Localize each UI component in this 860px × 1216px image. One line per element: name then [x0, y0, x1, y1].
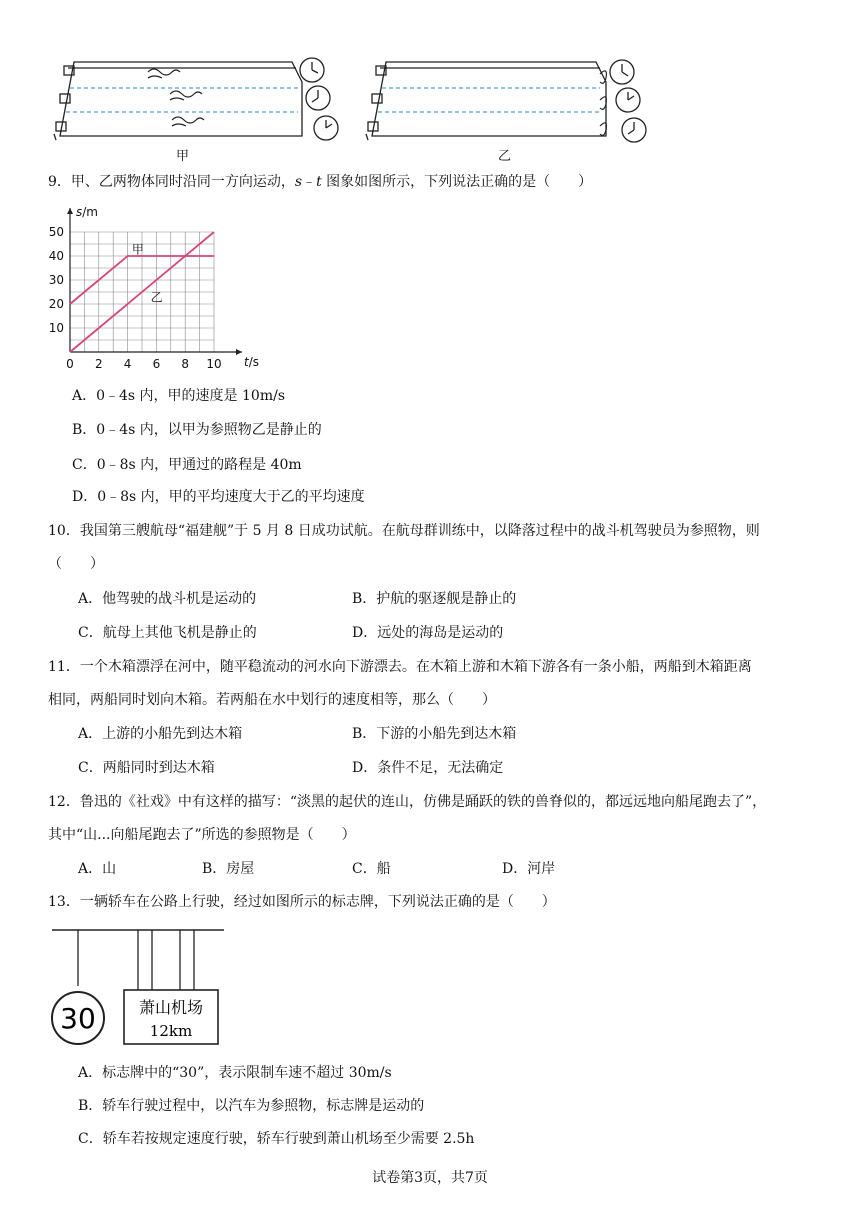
- page-footer: 试卷第3页，共7页: [372, 1170, 488, 1186]
- swimmer-icons: [148, 69, 204, 126]
- q11-option-a[interactable]: A．上游的小船先到达木箱: [78, 726, 243, 742]
- speed-limit-value: 30: [60, 1002, 96, 1035]
- y-tick-label: 40: [48, 249, 64, 263]
- x-axis-arrow: [236, 349, 242, 355]
- y-axis-label: s/m: [76, 205, 98, 219]
- q13-option-c[interactable]: C．轿车若按规定速度行驶，轿车行驶到萧山机场至少需要 2.5h: [78, 1131, 475, 1147]
- q13-stem: 13．一辆轿车在公路上行驶，经过如图所示的标志牌，下列说法正确的是（ ）: [48, 894, 556, 910]
- y-tick-label: 30: [48, 273, 64, 287]
- x-tick-label: 0: [66, 357, 74, 371]
- figure-label-left: 甲: [176, 149, 190, 164]
- q9-stem: 9．甲、乙两物体同时沿同一方向运动，s﹣t 图象如图所示，下列说法正确的是（ ）: [48, 174, 593, 190]
- q11-stem-line1: 11．一个木箱漂浮在河中，随平稳流动的河水向下游漂去。在木箱上游和木箱下游各有一条小船，两船到木箱距离: [48, 659, 752, 675]
- y-tick-label: 20: [48, 297, 64, 311]
- q13-option-b[interactable]: B．轿车行驶过程中，以汽车为参照物，标志牌是运动的: [78, 1098, 425, 1114]
- x-axis-label: t/s: [244, 355, 260, 369]
- q12-option-b[interactable]: B．房屋: [202, 861, 255, 877]
- y-tick-label: 50: [48, 225, 64, 239]
- x-tick-label: 4: [123, 357, 132, 371]
- q12-stem-line1: 12．鲁迅的《社戏》中有这样的描写：“淡黑的起伏的连山，仿佛是踊跃的铁的兽脊似的，都远远地向船尾跑去了”，: [48, 794, 767, 810]
- q10-option-c[interactable]: C．航母上其他飞机是静止的: [78, 625, 257, 641]
- q13-option-a[interactable]: A．标志牌中的“30”，表示限制车速不超过 30m/s: [78, 1065, 392, 1081]
- x-tick-label: 8: [181, 357, 190, 371]
- x-tick-label: 6: [152, 357, 161, 371]
- q12-option-d[interactable]: D．河岸: [502, 861, 556, 877]
- q9-option-b[interactable]: B．0﹣4s 内，以甲为参照物乙是静止的: [72, 422, 322, 438]
- q9-option-d[interactable]: D．0﹣8s 内，甲的平均速度大于乙的平均速度: [72, 489, 365, 505]
- clock-icons-left: [300, 58, 338, 140]
- q10-stem-line2: （ ）: [48, 556, 104, 572]
- q12-option-c[interactable]: C．船: [352, 861, 391, 877]
- series-label-jia: 甲: [131, 242, 144, 257]
- q10-stem-line1: 10．我国第三艘航母“福建舰”于 5 月 8 日成功试航。在航母群训练中，以降落过程中的战斗机驾驶员为参照物，则: [48, 523, 760, 539]
- pool-left: [54, 62, 302, 140]
- q10-option-b[interactable]: B．护航的驱逐舰是静止的: [352, 591, 517, 607]
- y-axis-arrow: [67, 208, 73, 214]
- q11-option-b[interactable]: B．下游的小船先到达木箱: [352, 726, 517, 742]
- q12-option-a[interactable]: A．山: [78, 861, 117, 877]
- y-tick-label: 10: [48, 321, 64, 335]
- series-label-yi: 乙: [150, 290, 163, 305]
- figure-label-right: 乙: [498, 149, 512, 164]
- q12-stem-line2: 其中“山...向船尾跑去了”所选的参照物是（ ）: [48, 827, 356, 843]
- q9-option-c[interactable]: C．0﹣8s 内，甲通过的路程是 40m: [72, 457, 302, 473]
- distance-sign-place: 萧山机场: [138, 998, 204, 1017]
- s-t-graph: [44, 200, 260, 376]
- pool-right: [366, 62, 606, 140]
- traffic-sign-figure: [44, 924, 234, 1054]
- x-tick-label: 2: [94, 357, 103, 371]
- q10-option-d[interactable]: D．远处的海岛是运动的: [352, 625, 504, 641]
- distance-sign-distance: 12km: [149, 1022, 193, 1040]
- x-tick-label: 10: [206, 357, 222, 371]
- q11-option-d[interactable]: D．条件不足，无法确定: [352, 760, 504, 776]
- clock-icons-right: [610, 60, 646, 142]
- q11-option-c[interactable]: C．两船同时到达木箱: [78, 760, 215, 776]
- q9-option-a[interactable]: A．0﹣4s 内，甲的速度是 10m/s: [72, 388, 286, 404]
- swimming-pool-figure: [40, 54, 680, 164]
- q10-option-a[interactable]: A．他驾驶的战斗机是运动的: [78, 591, 257, 607]
- q11-stem-line2: 相同，两船同时划向木箱。若两船在水中划行的速度相等，那么（ ）: [48, 692, 496, 708]
